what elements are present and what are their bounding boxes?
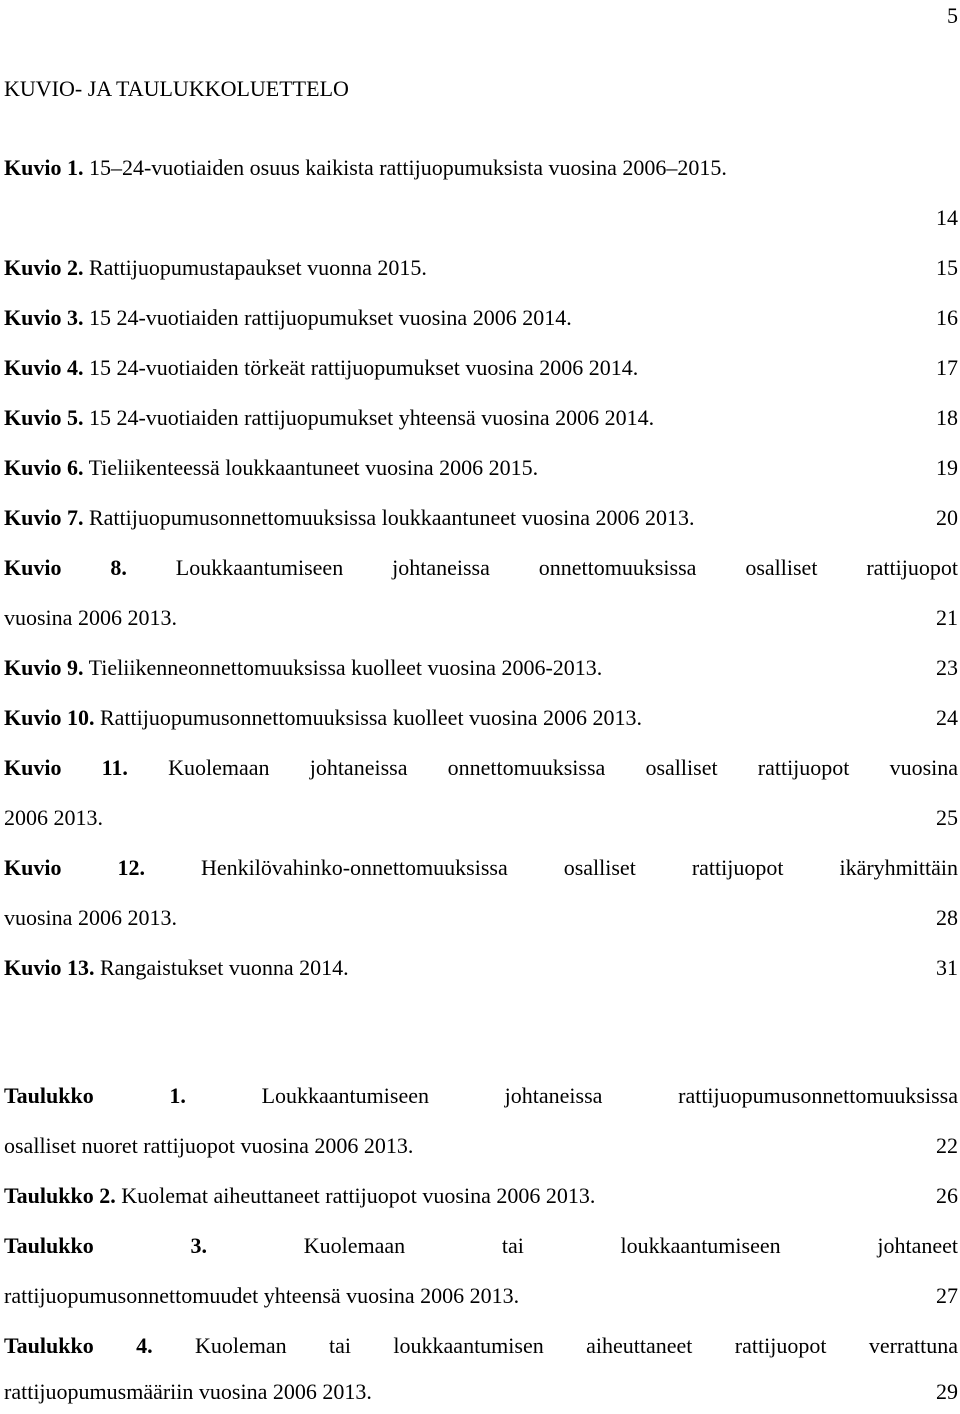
figure-title-line2: vuosina 2006 2013. <box>4 605 177 630</box>
figure-label: Kuvio 3. <box>4 305 84 330</box>
table-entry-4-cont <box>4 1376 958 1408</box>
table-entry-2 <box>4 1180 958 1212</box>
figure-entry-12 <box>4 852 958 884</box>
figure-entry-11 <box>4 752 958 784</box>
figure-page-12: 28 <box>936 905 958 930</box>
figure-title: Tieliikenteessä loukkaantuneet vuosina 2006 2015. <box>88 455 539 480</box>
figure-page-13: 31 <box>936 955 958 980</box>
figure-title: 15 24-vuotiaiden rattijuopumukset vuosina 2006 2014. <box>88 305 572 330</box>
figure-title: Rattijuopumustapaukset vuonna 2015. <box>88 255 427 280</box>
figure-label: Kuvio 9. <box>4 655 84 680</box>
figure-entry-7 <box>4 502 958 534</box>
figure-label: Kuvio 4. <box>4 355 84 380</box>
table-title-line1: Loukkaantumiseen johtaneissa rattijuopumusonnettomuuksissa <box>261 1083 958 1108</box>
figure-title-line1: Loukkaantumiseen johtaneissa onnettomuuksissa osalliset rattijuopot <box>175 555 958 580</box>
figure-title: Rattijuopumusonnettomuuksissa kuolleet vuosina 2006 2013. <box>99 705 642 730</box>
table-title-line2: osalliset nuoret rattijuopot vuosina 2006 2013. <box>4 1133 414 1158</box>
table-title-line1: Kuoleman tai loukkaantumisen aiheuttaneet rattijuopot verrattuna <box>195 1333 959 1358</box>
figure-entry-1 <box>4 152 958 184</box>
figure-label: Kuvio 11. <box>4 755 128 780</box>
figure-label: Kuvio 12. <box>4 855 145 880</box>
figure-page-6: 19 <box>936 455 958 480</box>
figure-entry-8-cont <box>4 602 958 634</box>
figure-label: Kuvio 1. <box>4 155 84 180</box>
table-page-1: 22 <box>936 1133 958 1158</box>
figure-page-7: 20 <box>936 505 958 530</box>
table-page-4: 29 <box>936 1379 958 1404</box>
table-title-line1: Kuolemaan tai loukkaantumiseen johtaneet <box>303 1233 958 1258</box>
figure-page-10: 24 <box>936 705 958 730</box>
figure-entry-3 <box>4 302 958 334</box>
figure-title: 15 24-vuotiaiden rattijuopumukset yhteensä vuosina 2006 2014. <box>88 405 655 430</box>
figure-entry-12-cont <box>4 902 958 934</box>
table-entry-1 <box>4 1080 958 1112</box>
figure-page-2: 15 <box>936 255 958 280</box>
figure-label: Kuvio 13. <box>4 955 95 980</box>
figure-label: Kuvio 8. <box>4 555 127 580</box>
table-entry-3-cont <box>4 1280 958 1312</box>
figure-entry-11-cont <box>4 802 958 834</box>
figure-entry-9 <box>4 652 958 684</box>
table-label: Taulukko 3. <box>4 1233 207 1258</box>
figure-entry-8 <box>4 552 958 584</box>
figure-page-11: 25 <box>936 805 958 830</box>
figure-page-5: 18 <box>936 405 958 430</box>
list-heading: KUVIO- JA TAULUKKOLUETTELO <box>4 76 349 101</box>
figure-page-3: 16 <box>936 305 958 330</box>
figure-entry-5 <box>4 402 958 434</box>
table-entry-4 <box>4 1330 958 1362</box>
figure-label: Kuvio 5. <box>4 405 84 430</box>
figure-label: Kuvio 7. <box>4 505 84 530</box>
figure-title: Rangaistukset vuonna 2014. <box>99 955 349 980</box>
figure-page-1: 14 <box>936 205 958 230</box>
figure-page-4: 17 <box>936 355 958 380</box>
figure-entry-4 <box>4 352 958 384</box>
figure-title-line2: 2006 2013. <box>4 805 103 830</box>
figure-entry-6 <box>4 452 958 484</box>
figure-label: Kuvio 2. <box>4 255 84 280</box>
figure-page-9: 23 <box>936 655 958 680</box>
table-entry-1-cont <box>4 1130 958 1162</box>
figure-entry-2 <box>4 252 958 284</box>
table-page-3: 27 <box>936 1283 958 1308</box>
figure-title: Rattijuopumusonnettomuuksissa loukkaantuneet vuosina 2006 2013. <box>88 505 695 530</box>
figure-title: 15 24-vuotiaiden törkeät rattijuopumukset vuosina 2006 2014. <box>88 355 639 380</box>
table-title: Kuolemat aiheuttaneet rattijuopot vuosina 2006 2013. <box>121 1183 596 1208</box>
figure-label: Kuvio 10. <box>4 705 95 730</box>
figure-title-line1: Kuolemaan johtaneissa onnettomuuksissa osalliset rattijuopot vuosina <box>168 755 959 780</box>
figure-title: 15–24-vuotiaiden osuus kaikista rattijuopumuksista vuosina 2006–2015. <box>88 155 727 180</box>
figure-title: Tieliikenneonnettomuuksissa kuolleet vuosina 2006-2013. <box>88 655 603 680</box>
table-title-line2: rattijuopumusonnettomuudet yhteensä vuosina 2006 2013. <box>4 1283 520 1308</box>
figure-entry-13 <box>4 952 958 984</box>
figure-page-8: 21 <box>936 605 958 630</box>
figure-label: Kuvio 6. <box>4 455 84 480</box>
table-title-line2: rattijuopumusmääriin vuosina 2006 2013. <box>4 1379 372 1404</box>
table-page-2: 26 <box>936 1183 958 1208</box>
table-label: Taulukko 1. <box>4 1083 186 1108</box>
table-label: Taulukko 4. <box>4 1333 153 1358</box>
figure-title-line2: vuosina 2006 2013. <box>4 905 177 930</box>
table-label: Taulukko 2. <box>4 1183 116 1208</box>
figure-title-line1: Henkilövahinko-onnettomuuksissa osalliset rattijuopot ikäryhmittäin <box>200 855 958 880</box>
figure-entry-10 <box>4 702 958 734</box>
page-number: 5 <box>947 3 958 28</box>
table-entry-3 <box>4 1230 958 1262</box>
